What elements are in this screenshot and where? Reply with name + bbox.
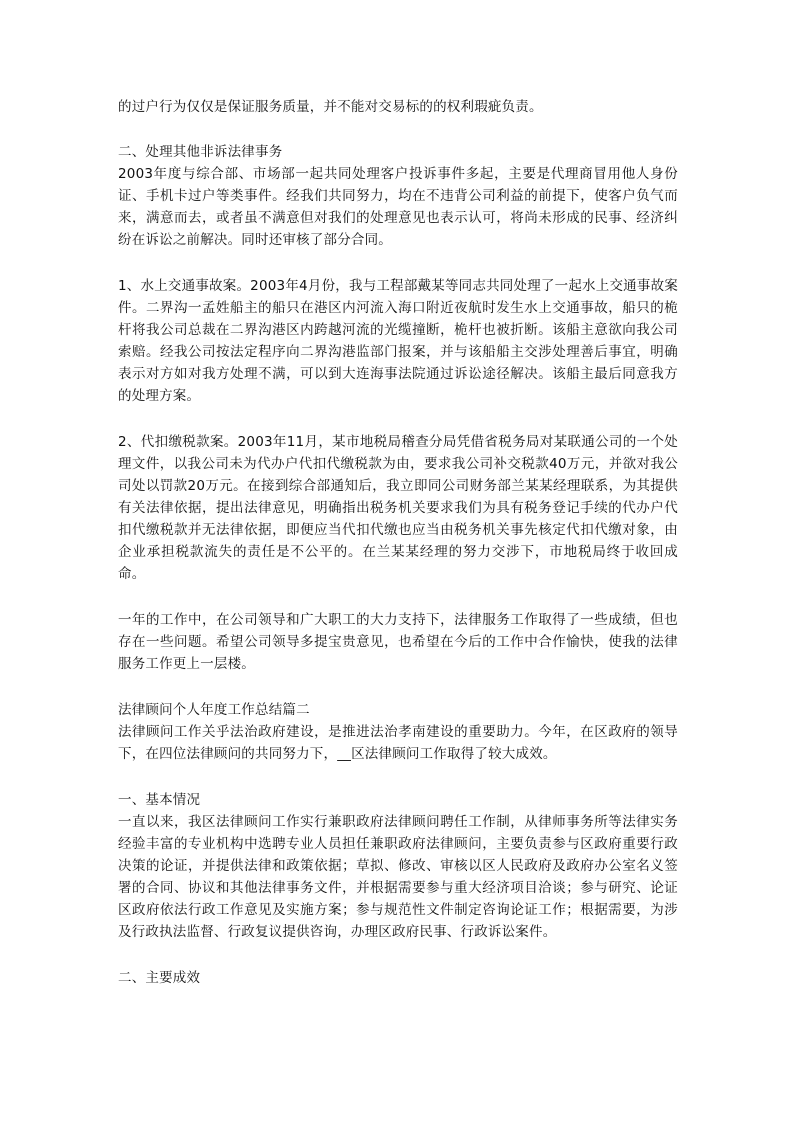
paragraph-intro: 法律顾问工作关乎法治政府建设，是推进法治孝南建设的重要助力。今年，在区政府的领导下，在四位法律顾问的共同努力下，__区法律顾问工作取得了较大成效。 bbox=[118, 724, 678, 762]
document-page bbox=[118, 96, 678, 989]
section-heading-basic-situation: 一、基本情况 bbox=[118, 792, 201, 808]
paragraph-complaints: 2003年度与综合部、市场部一起共同处理客户投诉事件多起，主要是代理商冒用他人身份证、手机卡过户等类事件。经我们共同努力，均在不违背公司利益的前提下，使客户负气而来，满意而去，或者虽不满意但对我们的处理意见也表示认可，将尚未形成的民事、经济纠纷在诉讼之前解决。同时还审核了部分合同。 bbox=[118, 166, 678, 248]
section-heading-main-results: 二、主要成效 bbox=[118, 970, 201, 986]
paragraph-tax-case: 2、代扣缴税款案。2003年11月，某市地税局稽查分局凭借省税务局对某联通公司的一个处理文件，以我公司未为代办户代扣代缴税款为由，要求我公司补交税款40万元，并欲对我公司处以罚款20万元。在接到综合部通知后，我立即同公司财务部兰某某经理联系，为其提供有关法律依据，提出法律意见，明确指出税务机关要求我们为具有税务登记手续的代办户代扣代缴税款并无法律依据，即便应当代扣代缴也应当由税务机关事先核定代扣代缴对象，由企业承担税款流失的责任是不公平的。在兰某某经理的努力交涉下，市地税局终于收回成命。 bbox=[118, 434, 678, 582]
paragraph-continuation: 的过户行为仅仅是保证服务质量，并不能对交易标的的权利瑕疵负责。 bbox=[118, 99, 543, 115]
section-heading-other-affairs: 二、处理其他非诉法律事务 bbox=[118, 144, 283, 160]
article-title-part-two: 法律顾问个人年度工作总结篇二 bbox=[118, 702, 310, 718]
paragraph-year-summary: 一年的工作中，在公司领导和广大职工的大力支持下，法律服务工作取得了一些成绩，但也存在一些问题。希望公司领导多提宝贵意见，也希望在今后的工作中合作愉快，使我的法律服务工作更上一层楼。 bbox=[118, 612, 678, 672]
paragraph-maritime-case: 1、水上交通事故案。2003年4月份，我与工程部戴某等同志共同处理了一起水上交通事故案件。二界沟一孟姓船主的船只在港区内河流入海口附近夜航时发生水上交通事故，船只的桅杆将我公司总裁在二界沟港区内跨越河流的光缆撞断，桅杆也被折断。该船主意欲向我公司索赔。经我公司按法定程序向二界沟港监部门报案，并与该船船主交涉处理善后事宜，明确表示对方如对我方处理不满，可以到大连海事法院通过诉讼途径解决。该船主最后同意我方的处理方案。 bbox=[118, 278, 678, 404]
paragraph-basic-situation: 一直以来，我区法律顾问工作实行兼职政府法律顾问聘任工作制，从律师事务所等法律实务经验丰富的专业机构中选聘专业人员担任兼职政府法律顾问，主要负责参与区政府重要行政决策的论证，并提供法律和政策依据；草拟、修改、审核以区人民政府及政府办公室名义签署的合同、协议和其他法律事务文件，并根据需要参与重大经济项目洽谈；参与研究、论证区政府依法行政工作意见及实施方案；参与规范性文件制定咨询论证工作；根据需要，为涉及行政执法监督、行政复议提供咨询，办理区政府民事、行政诉讼案件。 bbox=[118, 814, 678, 940]
